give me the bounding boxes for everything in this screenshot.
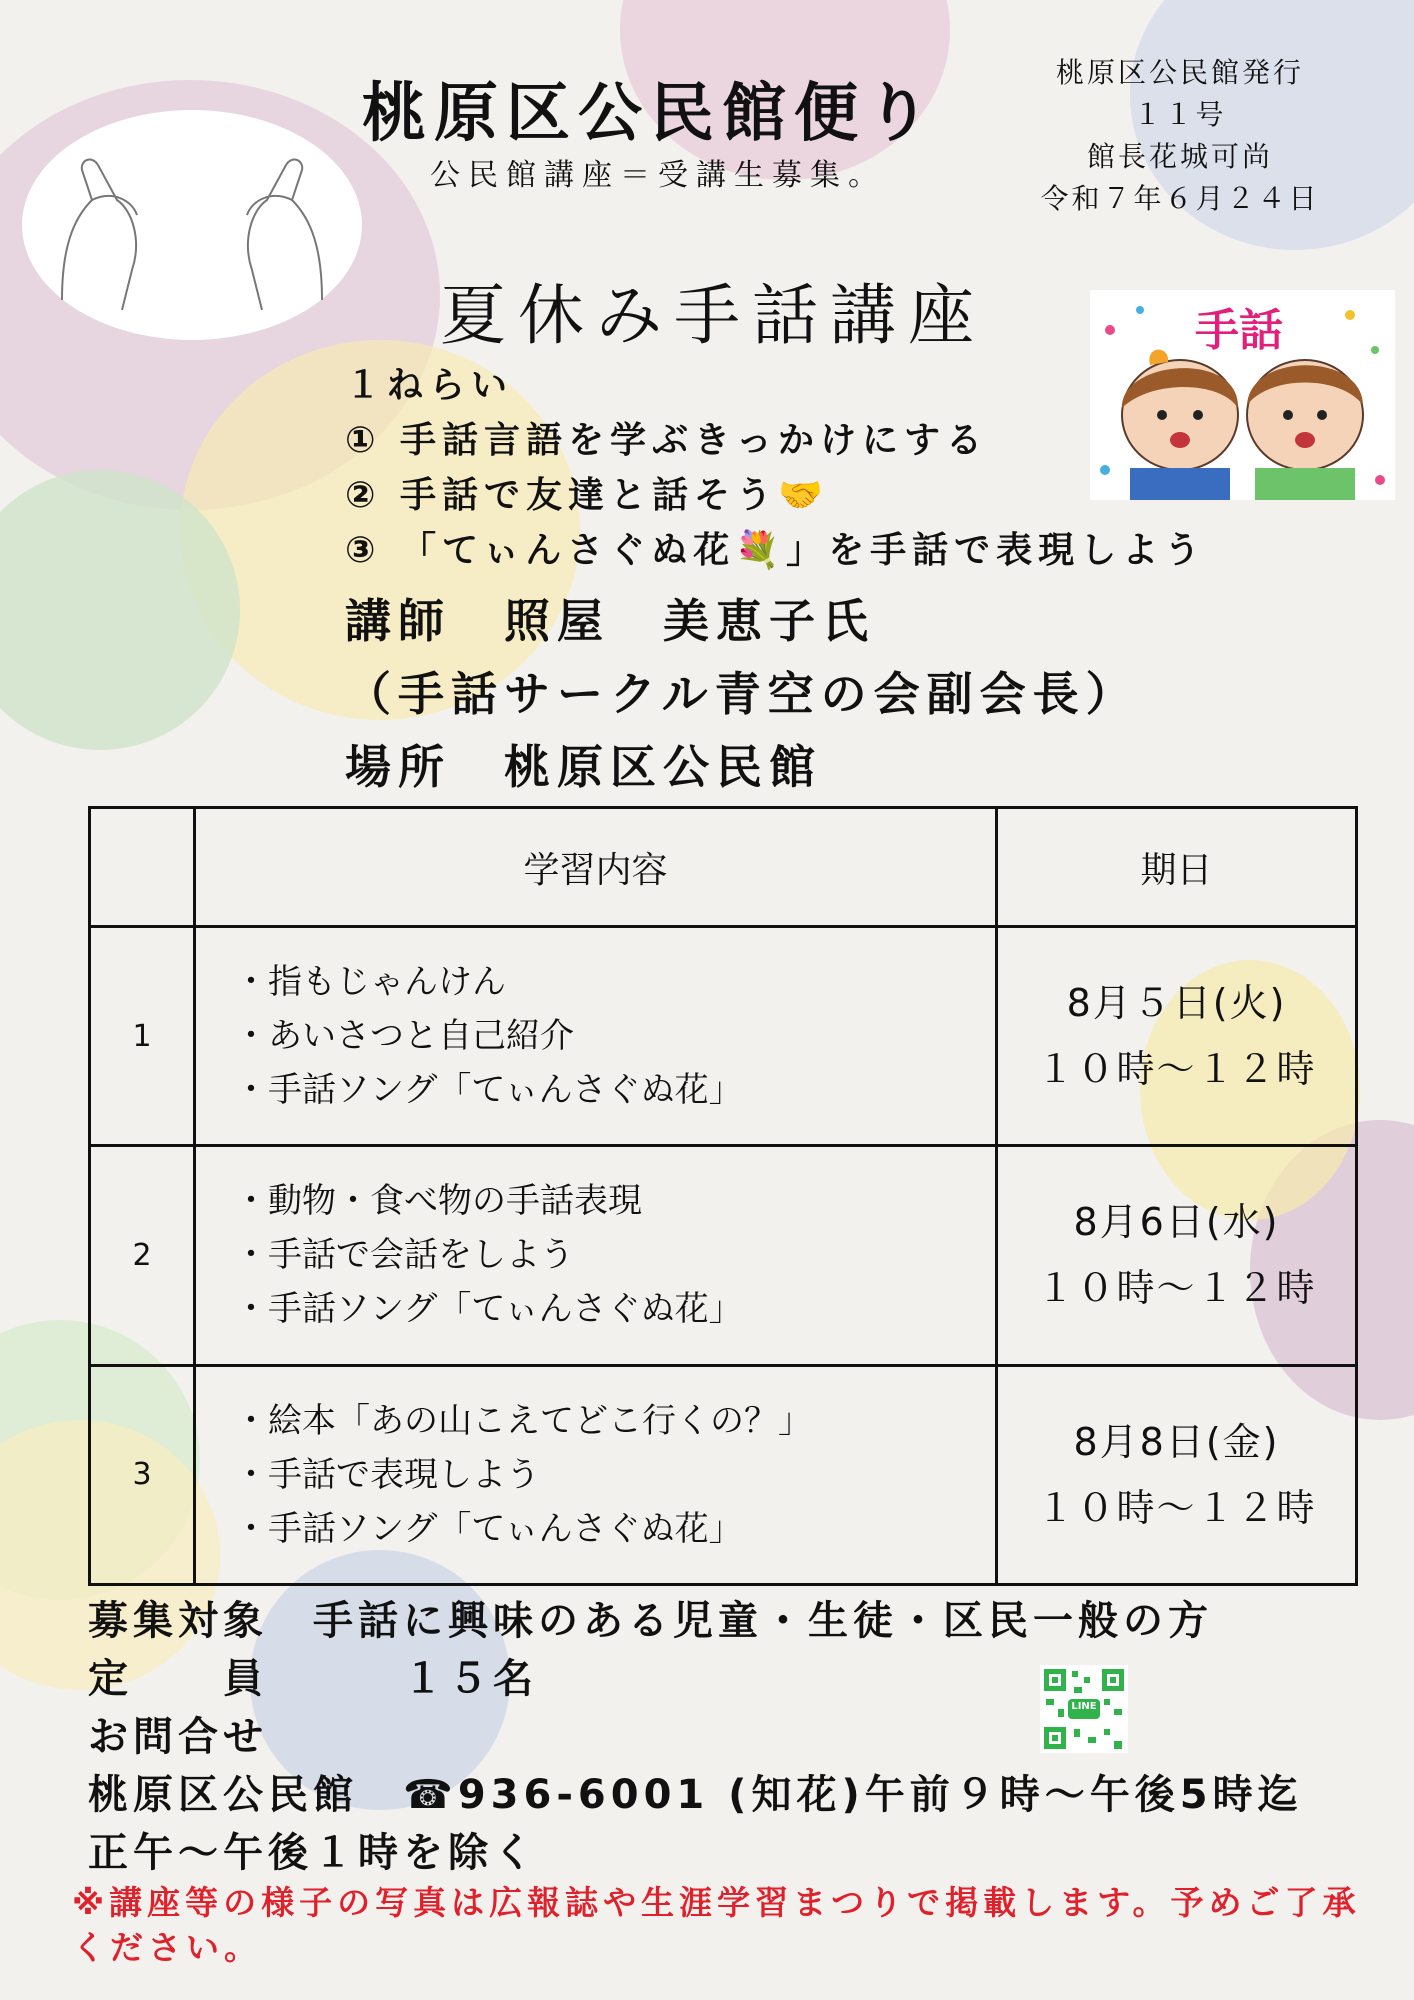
header-cell-date: 期日 (997, 808, 1357, 927)
qr-label: LINE (1071, 1701, 1097, 1712)
time-text: １０時～１２時 (1036, 1485, 1317, 1530)
instructor: 講師 照屋 美恵子氏 (345, 594, 875, 648)
issuer-block (1030, 52, 1330, 220)
goal-item: ① 手話言語を学ぶきっかけにする (345, 420, 989, 461)
session-number: 3 (90, 1365, 195, 1584)
date-text: 8月５日(火) (1066, 981, 1287, 1026)
date-text: 8月6日(水) (1073, 1200, 1280, 1245)
content-item: ・手話ソング「てぃんさぐぬ花」 (234, 1508, 743, 1549)
course-info (345, 585, 1139, 804)
goals-section (345, 358, 1206, 578)
instructor-affiliation: （手話サークル青空の会副会長） (345, 667, 1139, 721)
time-text: １０時～１２時 (1036, 1047, 1317, 1092)
director: 館長花城可尚 (1086, 140, 1273, 173)
header-cell-content: 学習内容 (195, 808, 997, 927)
issue-date: 令和７年６月２４日 (1040, 182, 1320, 215)
session-content (195, 927, 997, 1146)
session-content (195, 1365, 997, 1584)
goals-heading: １ねらい (345, 365, 514, 406)
course-title: 夏休み手話講座 (440, 277, 986, 354)
content-item: ・手話で会話をしよう (234, 1235, 574, 1276)
content-item: ・絵本「あの山こえてどこ行くの？」 (234, 1400, 812, 1441)
session-number: 1 (90, 927, 195, 1146)
header-cell (90, 808, 195, 927)
session-date (997, 927, 1357, 1146)
goal-item: ③ 「てぃんさぐぬ花💐」を手話で表現しよう (345, 530, 1207, 571)
content-item: ・あいさつと自己紹介 (234, 1016, 574, 1057)
content-item: ・手話ソング「てぃんさぐぬ花」 (234, 1070, 743, 1111)
contact-line: 桃原区公民館 ☎936-6001 (知花)午前９時～午後5時迄 (88, 1772, 1303, 1818)
line-qr-code[interactable] (1040, 1665, 1128, 1753)
table-header-row (90, 808, 1357, 927)
recruit-target: 募集対象 手話に興味のある児童・生徒・区民一般の方 (88, 1598, 1213, 1644)
photo-notice: ※講座等の様子の写真は広報誌や生涯学習まつりで掲載します。予めご了承ください。 (72, 1883, 1361, 1967)
venue: 場所 桃原区公民館 (345, 740, 822, 794)
hands-heart-illustration (22, 110, 362, 340)
table-row (90, 1365, 1357, 1584)
issuer: 桃原区公民館発行 (1055, 56, 1304, 89)
contact-heading: お問合せ (88, 1714, 268, 1760)
content-item: ・動物・食べ物の手話表現 (234, 1181, 642, 1222)
session-date (997, 1146, 1357, 1365)
issue-number: １１号 (1133, 98, 1227, 131)
table-row (90, 1146, 1357, 1365)
session-content (195, 1146, 997, 1365)
schedule-table (88, 806, 1358, 1586)
content-item: ・手話ソング「てぃんさぐぬ花」 (234, 1289, 743, 1330)
content-item: ・指もじゃんけん (234, 962, 506, 1003)
session-number: 2 (90, 1146, 195, 1365)
content-item: ・手話で表現しよう (234, 1454, 540, 1495)
date-text: 8月8日(金) (1073, 1419, 1280, 1464)
time-text: １０時～１２時 (1036, 1266, 1317, 1311)
badge-text: 手話 (1195, 305, 1283, 356)
newsletter-title: 桃原区公民館便り (362, 77, 938, 151)
table-row (90, 927, 1357, 1146)
capacity: 定 員 １５名 (88, 1656, 538, 1702)
session-date (997, 1365, 1357, 1584)
goal-item: ② 手話で友達と話そう🤝 (345, 475, 829, 516)
contact-note: 正午～午後１時を除く (88, 1830, 538, 1876)
newsletter-subtitle: 公民館講座＝受講生募集。 (430, 158, 886, 193)
